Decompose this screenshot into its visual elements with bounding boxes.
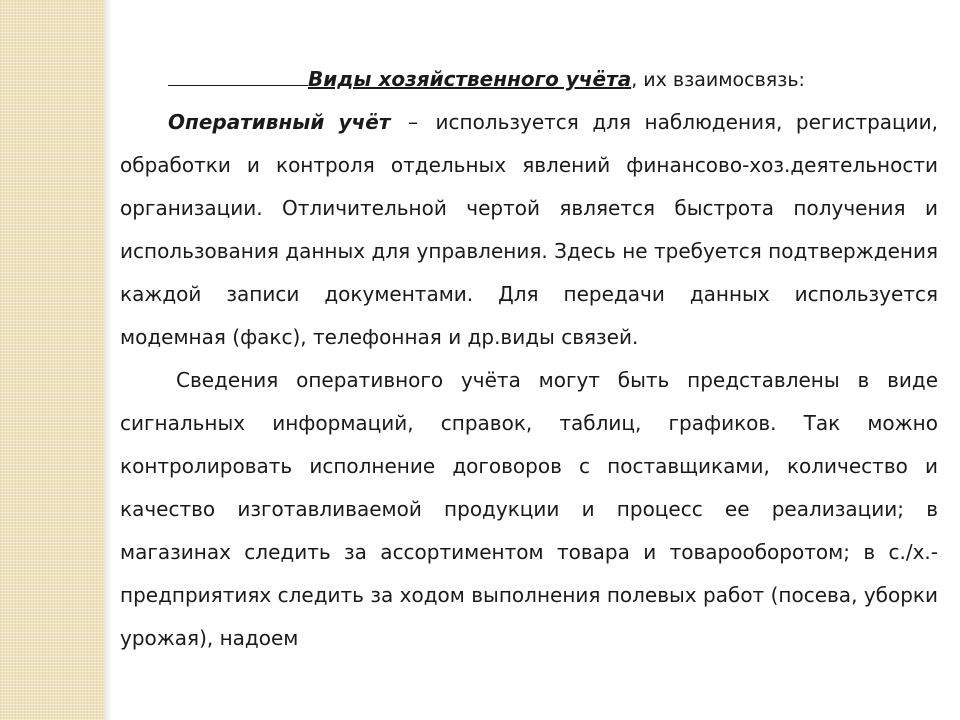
paragraph-1-text: используется для наблюдения, регистрации, обработки и контроля отдельных явлений финансово-хоз.деятельности организации. Отличительной чертой является быстрота получения и использования данных для управления. Здесь не требуется подтверждения каждой записи документами. Для передачи данных используется модемная (факс), телефонная и др.виды связей. — [120, 110, 939, 349]
heading-title: Виды хозяйственного учёта — [308, 67, 632, 91]
term-operational-accounting: Оперативный учёт — [168, 110, 391, 134]
side-strip-shadow — [104, 0, 112, 720]
heading — [120, 58, 938, 101]
heading-underline-blank — [168, 84, 308, 86]
term-dash: – — [407, 110, 418, 134]
paragraph-operational-accounting — [120, 101, 938, 359]
paragraph-2-text: Сведения оперативного учёта могут быть представлены в виде сигнальных информаций, справок, таблиц, графиков. Так можно контролировать исполнение договоров с поставщиками, количество и качество изготавливаемой продукции и процесс ее реализации; в магазинах следить за ассортиментом товара и товарооборотом; в с./х.-предприятиях следить за ходом выполнения полевых работ (посева, уборки урожая), надоем — [120, 368, 938, 650]
decorative-side-strip — [0, 0, 104, 720]
heading-subtitle: , их взаимосвязь: — [631, 69, 805, 91]
paragraph-operational-data-forms — [120, 359, 938, 660]
slide-content — [120, 58, 938, 660]
